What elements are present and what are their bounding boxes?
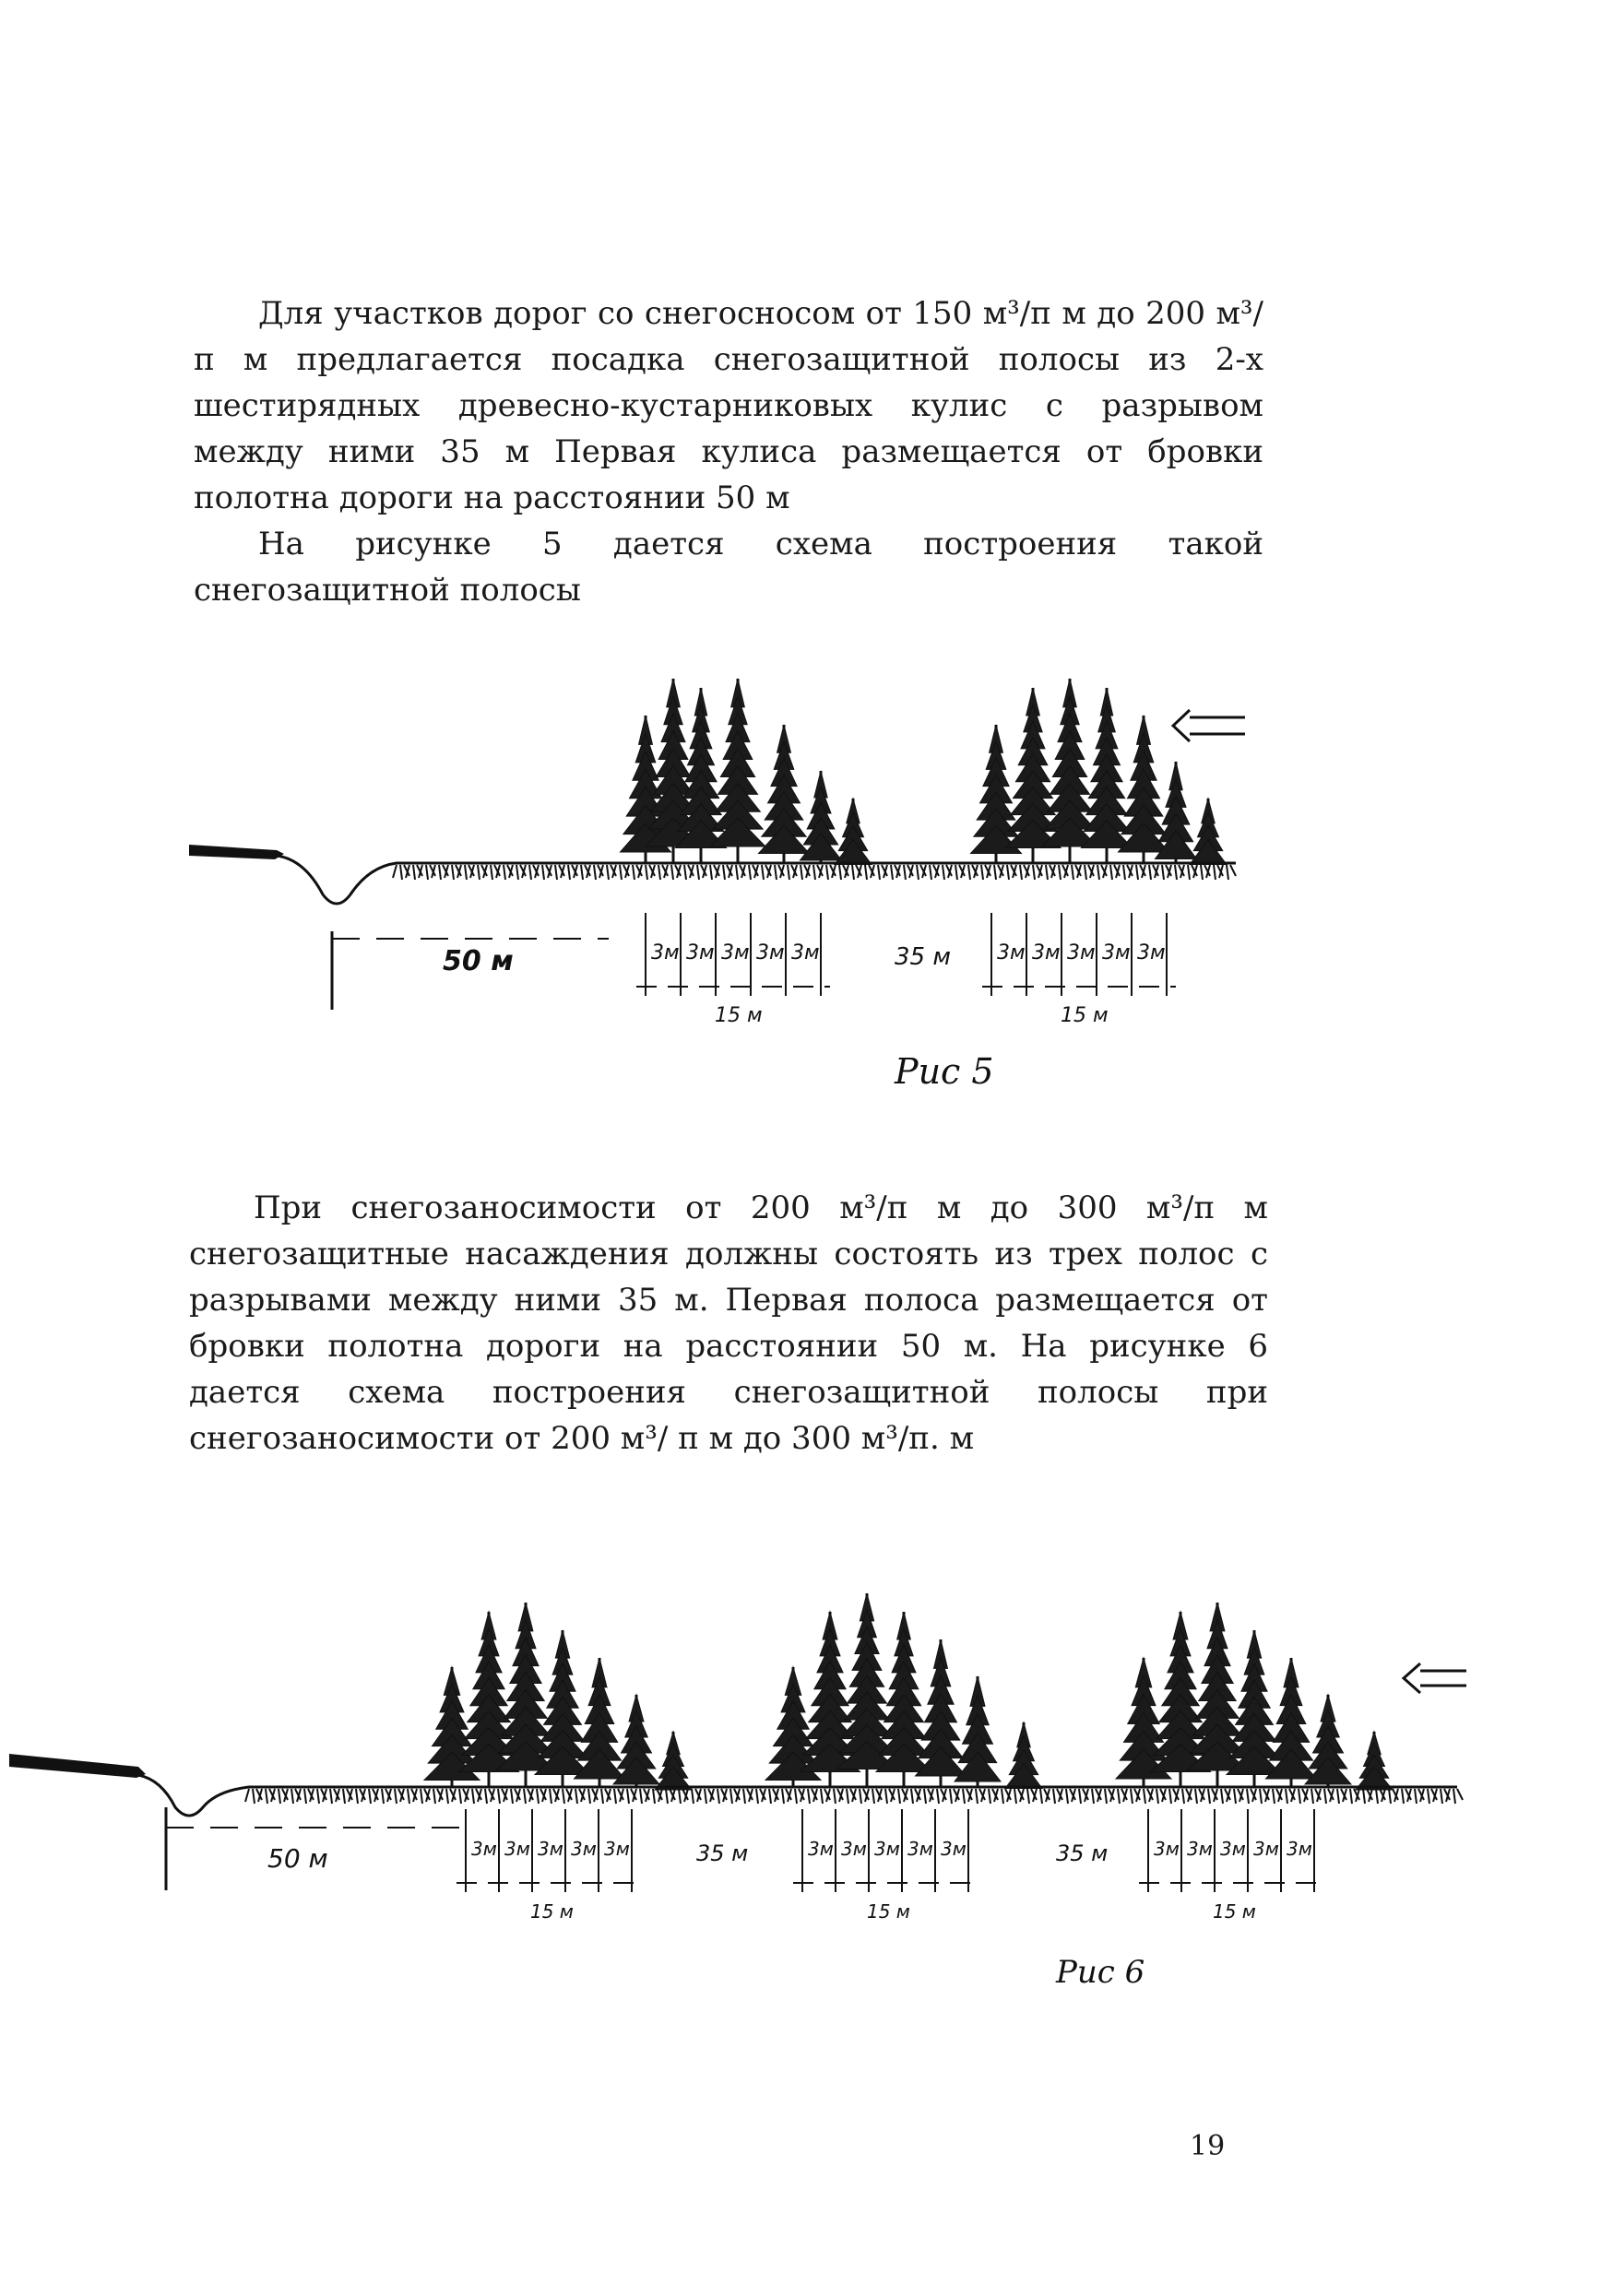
row-spacing-label: 3м xyxy=(571,1838,597,1860)
figure-6-dimensions xyxy=(457,1809,1323,1923)
row-spacing-label: 3м xyxy=(756,941,785,965)
tree-icon xyxy=(759,725,810,863)
belt-width-label: 15 м xyxy=(1061,1004,1109,1027)
row-spacing-label: 3м xyxy=(808,1838,834,1860)
ditch xyxy=(277,856,1236,904)
figure-6-caption: Рис 6 xyxy=(1056,1954,1145,1991)
tree-icon xyxy=(837,1593,897,1787)
row-spacing-label: 3м xyxy=(791,941,820,965)
figure-6 xyxy=(0,1586,1613,2010)
paragraph-1-text-2: На рисунке 5 дается схема построения такой снегозащитной полосы xyxy=(194,526,1263,609)
row-spacing-label: 3м xyxy=(604,1838,630,1860)
fig5-dist-road: 50 м xyxy=(443,945,514,977)
tree-icon xyxy=(1005,1722,1042,1789)
grass-tuft xyxy=(1446,1789,1463,1804)
belt-width-label: 15 м xyxy=(867,1900,910,1923)
grass-tuft xyxy=(1219,865,1236,880)
paragraph-2 xyxy=(189,1185,1268,1462)
figure-5-trees xyxy=(621,679,1228,865)
row-spacing-label: 3м xyxy=(471,1838,497,1860)
row-spacing-label: 3м xyxy=(1067,941,1096,965)
tree-icon xyxy=(710,679,765,863)
fig6-dist-road: 50 м xyxy=(267,1843,328,1874)
gap-label: 35 м xyxy=(1056,1840,1109,1866)
figure-5-caption: Рис 5 xyxy=(895,1051,994,1092)
row-spacing-label: 3м xyxy=(997,941,1026,965)
belt-width-label: 15 м xyxy=(530,1900,574,1923)
paragraph-2-text: При снегозаносимости от 200 м³/п м до 300 м³/п м снегозащитные насаждения должны состоять из трех полос с разрывами между ними 35 м. Первая полоса размещается от бровки полотна дороги на расстоянии 50 м. На рисунке 6 дается схема построения снегозащитной полосы при снегозаносимости от 200 м³/ п м до 300 м³/п. м xyxy=(189,1189,1268,1457)
road-embankment xyxy=(189,845,284,859)
row-spacing-label: 3м xyxy=(1287,1838,1312,1860)
tree-icon xyxy=(1042,679,1097,863)
tree-icon xyxy=(835,799,872,865)
row-spacing-label: 3м xyxy=(538,1838,563,1860)
road-embankment xyxy=(9,1754,146,1778)
row-spacing-label: 3м xyxy=(1220,1838,1246,1860)
row-spacing-label: 3м xyxy=(1187,1838,1213,1860)
figure-6-ground-hatching xyxy=(245,1789,1463,1804)
row-spacing-label: 3м xyxy=(1154,1838,1180,1860)
figure-5-dimensions xyxy=(636,913,1176,1027)
tree-icon xyxy=(655,1732,692,1790)
paragraph-1 xyxy=(194,290,1263,613)
row-spacing-label: 3м xyxy=(1032,941,1061,965)
row-spacing-label: 3м xyxy=(841,1838,867,1860)
page-number: 19 xyxy=(1190,2130,1226,2162)
row-spacing-label: 3м xyxy=(874,1838,900,1860)
wind-arrow-icon xyxy=(1404,1663,1466,1693)
belt-width-label: 15 м xyxy=(1213,1900,1256,1923)
tree-icon xyxy=(1190,799,1227,865)
row-spacing-label: 3м xyxy=(1253,1838,1279,1860)
figure-6-trees xyxy=(424,1593,1393,1790)
belt-width-label: 15 м xyxy=(715,1004,763,1027)
gap-label: 35 м xyxy=(895,943,951,971)
row-spacing-label: 3м xyxy=(651,941,680,965)
figure-5 xyxy=(184,645,1273,1116)
figure-5-ground-hatching xyxy=(393,865,1236,880)
gap-label: 35 м xyxy=(696,1840,749,1866)
row-spacing-label: 3м xyxy=(504,1838,530,1860)
row-spacing-label: 3м xyxy=(686,941,715,965)
tree-icon xyxy=(1082,688,1133,863)
row-spacing-label: 3м xyxy=(941,1838,967,1860)
tree-icon xyxy=(801,771,842,863)
row-spacing-label: 3м xyxy=(721,941,750,965)
row-spacing-label: 3м xyxy=(1137,941,1166,965)
row-spacing-label: 3м xyxy=(1102,941,1131,965)
wind-arrow-icon xyxy=(1173,710,1245,741)
tree-icon xyxy=(1356,1732,1393,1790)
paragraph-1-text: Для участков дорог со снегосносом от 150 м³/п м до 200 м³/п м предлагается посадка снегозащитной полосы из 2-х шестирядных древесно-кустарниковых кулис с разрывом между ними 35 м Первая кулиса размещается от бровки полотна дороги на расстоянии 50 м xyxy=(194,295,1263,516)
row-spacing-label: 3м xyxy=(907,1838,933,1860)
